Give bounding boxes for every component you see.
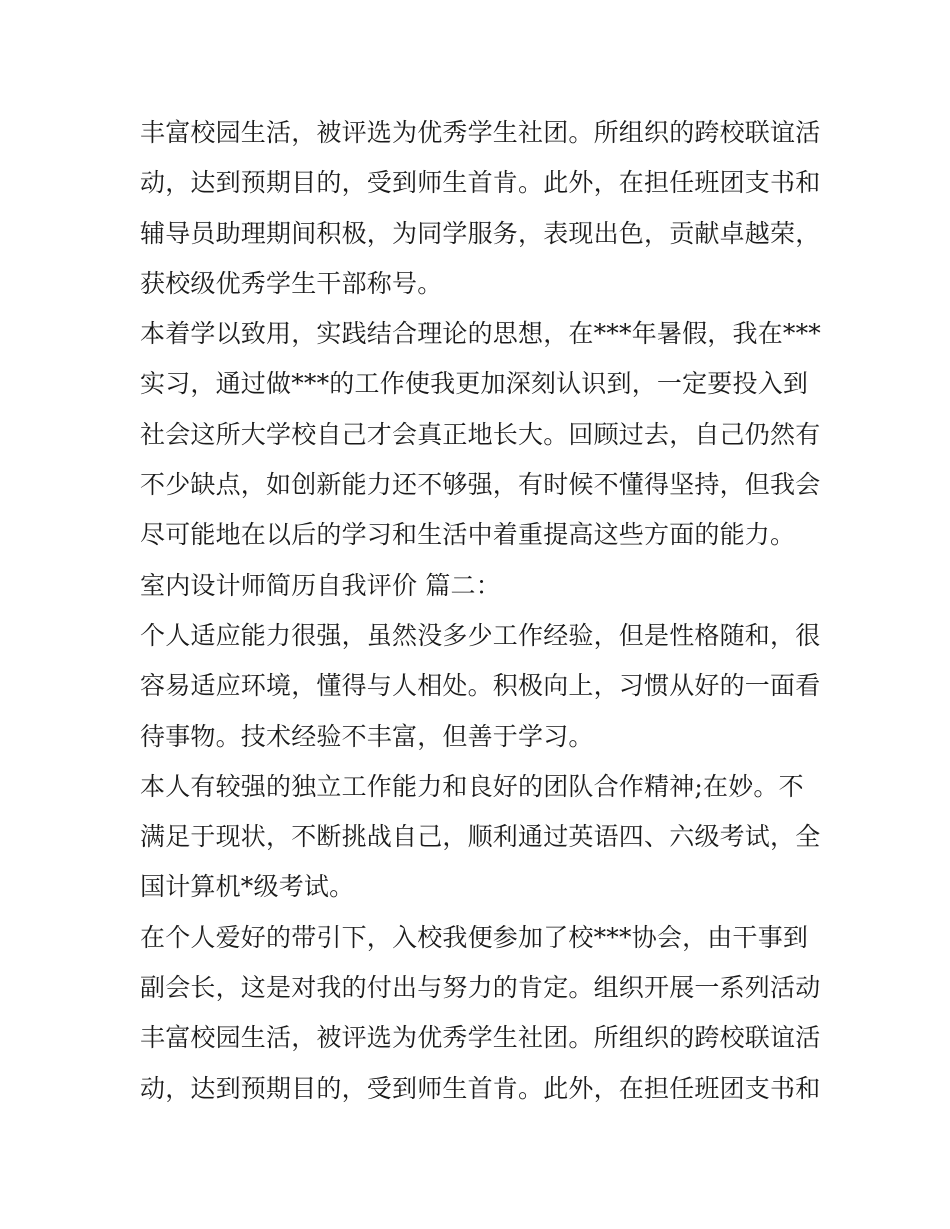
text-line: 丰富校园生活，被评选为优秀学生社团。所组织的跨校联谊活 xyxy=(140,1023,821,1053)
text-line: 动，达到预期目的，受到师生首肯。此外，在担任班团支书和 xyxy=(140,168,821,198)
section-heading: 室内设计师简历自我评价 篇二： xyxy=(140,570,501,600)
text-line: 在个人爱好的带引下，入校我便参加了校***协会，由干事到 xyxy=(140,922,809,952)
text-line: 辅导员助理期间积极，为同学服务，表现出色，贡献卓越荣， xyxy=(140,218,821,248)
text-line: 不少缺点，如创新能力还不够强，有时候不懂得坚持，但我会 xyxy=(140,470,821,500)
document-body xyxy=(140,108,820,1114)
text-line: 国计算机*级考试。 xyxy=(140,872,355,902)
text-line: 动，达到预期目的，受到师生首肯。此外，在担任班团支书和 xyxy=(140,1073,821,1103)
text-line: 社会这所大学校自己才会真正地长大。回顾过去，自己仍然有 xyxy=(140,419,821,449)
text-line: 尽可能地在以后的学习和生活中着重提高这些方面的能力。 xyxy=(140,520,796,550)
text-line: 本人有较强的独立工作能力和良好的团队合作精神;在妙。不 xyxy=(140,771,804,801)
text-line: 实习，通过做***的工作使我更加深刻认识到，一定要投入到 xyxy=(140,369,809,399)
text-line: 容易适应环境，懂得与人相处。积极向上，习惯从好的一面看 xyxy=(140,671,821,701)
text-line: 满足于现状，不断挑战自己，顺利通过英语四、六级考试，全 xyxy=(140,822,821,852)
text-line: 丰富校园生活，被评选为优秀学生社团。所组织的跨校联谊活 xyxy=(140,118,821,147)
text-line: 待事物。技术经验不丰富，但善于学习。 xyxy=(140,721,594,751)
text-line: 获校级优秀学生干部称号。 xyxy=(140,268,443,298)
text-line: 副会长，这是对我的付出与努力的肯定。组织开展一系列活动 xyxy=(140,973,821,1003)
text-line: 个人适应能力很强，虽然没多少工作经验，但是性格随和，很 xyxy=(140,620,821,650)
text-line: 本着学以致用，实践结合理论的思想，在***年暑假，我在*** xyxy=(140,319,822,349)
